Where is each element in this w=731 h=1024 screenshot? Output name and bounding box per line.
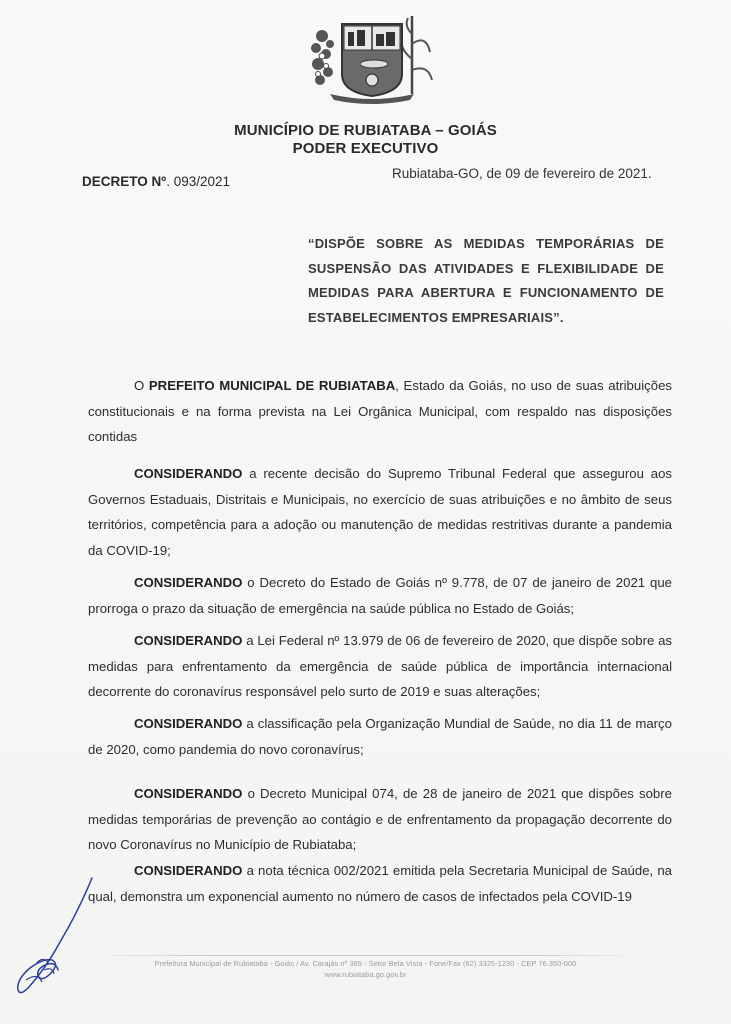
paragraph-considerando-4 [88,711,672,762]
decree-number [82,174,230,189]
paragraph-bold-lead: PREFEITO MUNICIPAL DE RUBIATABA [148,378,396,393]
footer-divider [112,955,622,956]
paragraph-text: a recente decisão do Supremo Tribunal Federal que assegurou aos Governos Estaduais, Distritais e Municipais, no exercício de suas atribuições e no âmbito de seus territórios, competência para a adoção ou manutenção de medidas restritivas durante a pandemia da COVID-19; [88,466,672,558]
paragraph-text: a nota técnica 002/2021 emitida pela Secretaria Municipal de Saúde, na qual, demonstra um exponencial aumento no número de casos de infectados pela COVID-19 [88,863,672,904]
signature-icon [8,872,98,1002]
decree-summary: “DISPÕE SOBRE AS MEDIDAS TEMPORÁRIAS DE SUSPENSÃO DAS ATIVIDADES E FLEXIBILIDADE DE MEDIDAS PARA ABERTURA E FUNCIONAMENTO DE ESTABELECIMENTOS EMPRESARIAIS”. [308,236,664,325]
paragraph-considerando-1 [88,461,672,563]
paragraph-bold-lead: CONSIDERANDO [134,466,243,481]
paragraph-considerando-3 [88,628,672,705]
decree-date: Rubiataba-GO, de 09 de fevereiro de 2021. [392,166,652,181]
paragraph-text: a Lei Federal nº 13.979 de 06 de fevereiro de 2020, que dispõe sobre as medidas para enfrentamento da emergência de saúde pública de importância internacional decorrente do coronavírus responsável pelo surto de 2019 e suas alterações; [88,633,672,699]
paragraph-text: o Decreto Municipal 074, de 28 de janeiro de 2021 que dispões sobre medidas temporárias de prevenção ao contágio e de enfrentamento da propagação decorrente do novo Coronavírus no Município de Rubiataba; [88,786,672,852]
paragraph-text: o Decreto do Estado de Goiás nº 9.778, de 07 de janeiro de 2021 que prorroga o prazo da situação de emergência na saúde pública no Estado de Goiás; [88,575,672,616]
coat-of-arms-icon [300,4,440,104]
paragraph-text: , Estado da Goiás, no uso de suas atribuições constitucionais e na forma prevista na Lei Orgânica Municipal, com respaldo nas disposições contidas [88,378,673,444]
paragraph-preamble [88,373,672,450]
paragraph-prefix: O [134,378,149,393]
footer-address: Prefeitura Municipal de Rubiataba - Goiás / Av. Carajás nº 385 - Setor Bela Vista - Fone/Fax (62) 3325-1230 - CEP 76.350-000 [154,959,577,968]
decree-number-value: . 093/2021 [166,174,231,189]
paragraph-bold-lead: CONSIDERANDO [134,863,243,878]
footer-website: www.rubiataba.go.gov.br [324,970,407,979]
paragraph-text: a classificação pela Organização Mundial de Saúde, no dia 11 de março de 2020, como pandemia do novo coronavírus; [88,716,672,757]
paragraph-considerando-6 [88,858,672,909]
municipality-title: MUNICÍPIO DE RUBIATABA – GOIÁS [234,122,497,139]
paragraph-bold-lead: CONSIDERANDO [134,716,243,731]
decree-label: DECRETO Nº [82,174,167,189]
paragraph-considerando-2 [88,570,672,621]
paragraph-bold-lead: CONSIDERANDO [134,786,243,801]
paragraph-bold-lead: CONSIDERANDO [134,575,243,590]
paragraph-bold-lead: CONSIDERANDO [134,633,243,648]
paragraph-considerando-5 [88,781,672,858]
executive-branch-title: PODER EXECUTIVO [292,140,439,157]
